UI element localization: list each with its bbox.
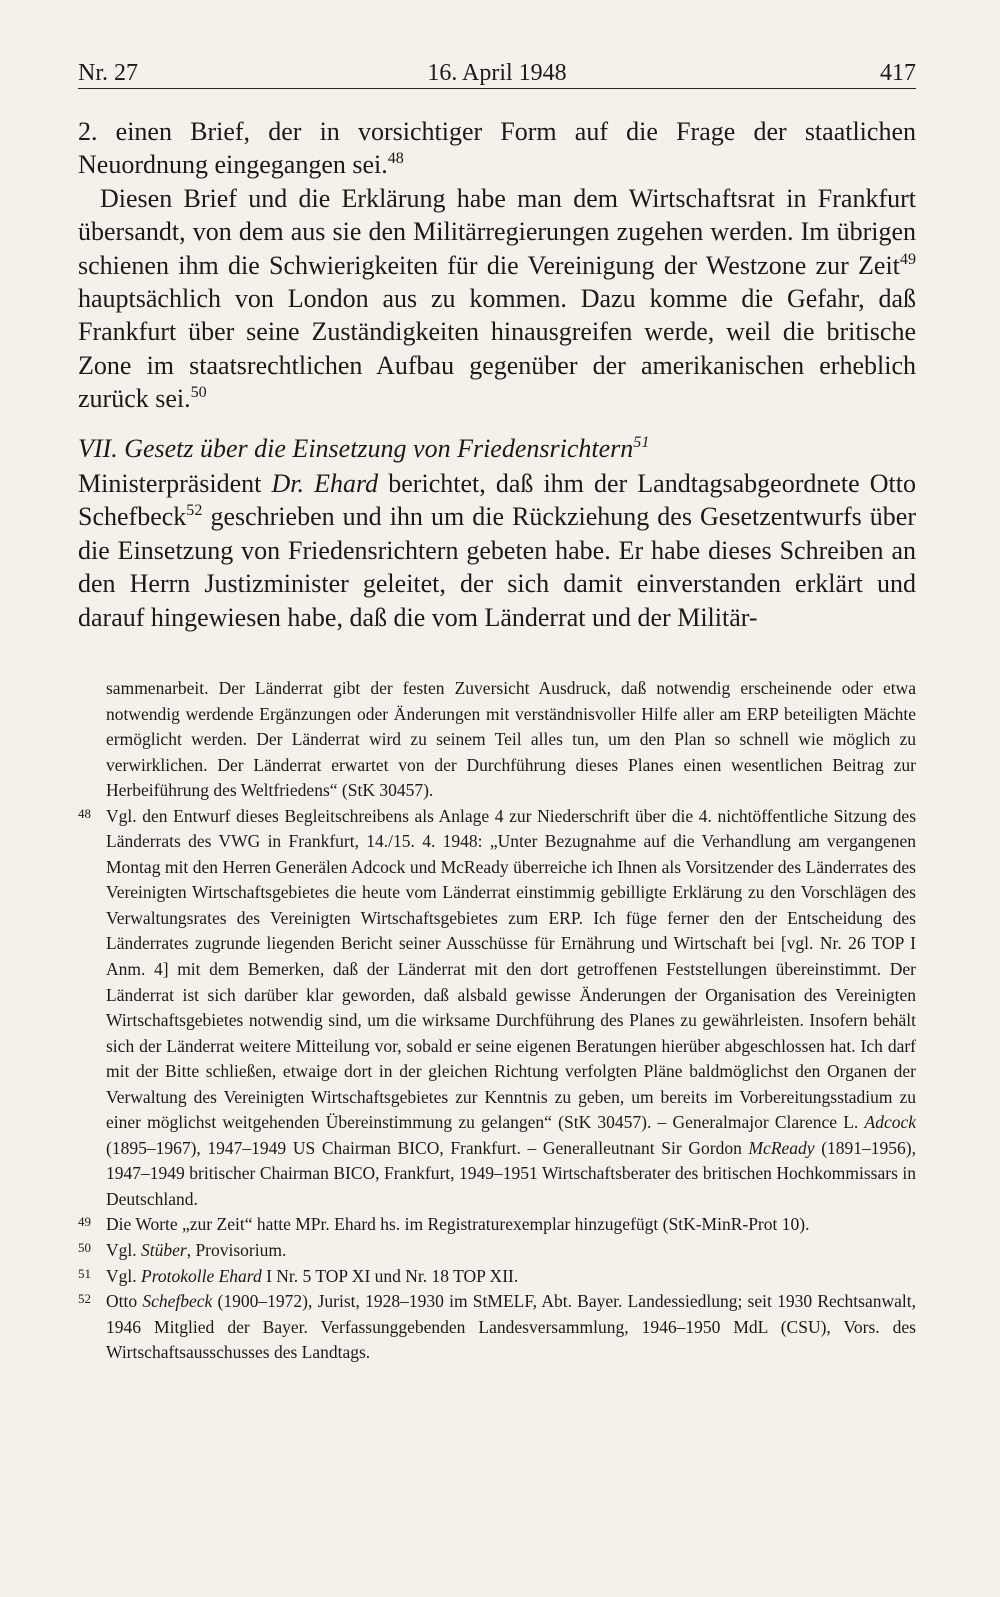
person-name: Schefbeck bbox=[142, 1291, 213, 1312]
running-header bbox=[78, 54, 916, 89]
footnote-51: 51 Vgl. Protokolle Ehard I Nr. 5 TOP XI und Nr. 18 TOP XII. bbox=[78, 1265, 519, 1286]
footnote-number: 49 bbox=[78, 1214, 91, 1230]
page-number: 417 bbox=[880, 60, 916, 86]
person-name: McReady bbox=[748, 1137, 815, 1158]
footnote-number: 52 bbox=[78, 1291, 91, 1307]
footnote-48: 48 Vgl. den Entwurf dieses Begleitschreibens als Anlage 4 zur Niederschrift über die 4. nichtöffentliche Sitzung des Länderrats des VWG in Frankfurt, 14./15. 4. 1948: „Unter Bezugnahme auf die Verhandlung am vergangenen Montag mit den Herren Generälen Adcock und McReady überreiche ich Ihnen als Vorsitzender des Länderrates des Vereinigten Wirtschaftsgebietes die heute vom Länderrat einstimmig gebilligte Erklärung zu den Vorschlägen des Verwaltungsrates des Vereinigten Wirtschaftsgebietes zum ERP. Ich füge ferner den der Entscheidung des Länderrates zugrunde liegenden Bericht seiner Ausschüsse für Ernährung und Wirtschaft bei [vgl. Nr. 26 TOP I Anm. 4] mit dem Bemerken, daß der Länderrat mit den dort getroffenen Feststellungen übereinstimmt. Der Länderrat ist sich darüber klar geworden, daß alsbald gewisse Änderungen der Organisation des Vereinigten Wirtschaftsgebietes notwendig sind, um die wirksame Durchführung des Planes zu gewährleisten. Insofern behält sich der Länderrat weitere Mitteilung vor, sobald er seine eigenen Beratungen hierüber abgeschlossen hat. Ich darf mit der Bitte schließen, etwaige dort in der gleichen Richtung verfolgten Pläne baldmöglichst den Organen der Verwaltung des Vereinigten Wirtschaftsgebietes zur Kenntnis zu geben, um bereits im Vorbereitungsstadium zu einer möglichst weitgehenden Übereinstimmung zu gelangen“ (StK 30457). – Generalmajor Clarence L. Adcock (1895–1967), 1947–1949 US Chairman BICO, Frankfurt. – Generalleutnant Sir Gordon McReady (1891–1956), 1947–1949 britischer Chairman BICO, Frankfurt, 1949–1951 Wirtschaftsberater des britischen Hochkommissars in Deutschland. bbox=[78, 805, 916, 1209]
section-heading: VII. Gesetz über die Einsetzung von Friedensrichtern$^{51}$ bbox=[78, 433, 650, 463]
footnote-50: 50 Vgl. Stüber, Provisorium. bbox=[78, 1240, 287, 1261]
footnote-ref-52[interactable]: 52 bbox=[186, 502, 203, 520]
footnote-number: 48 bbox=[78, 805, 91, 821]
paragraph-brief: Diesen Brief und die Erklärung habe man dem Wirtschaftsrat in Frankfurt übersandt, von dem aus sie den Militärregierungen zugehen werden. Im übrigen schienen ihm die Schwierigkeiten für die Vereinigung der Westzone zur Zeit$^{49}$ hauptsächlich von London aus zu kommen. Dazu komme die Gefahr, daß Frankfurt über seine Zuständigkeiten hinausgreifen werde, weil die britische Zone im staatsrechtlichen Aufbau gegenüber der amerikanischen erheblich zurück sei.$^{50}$ bbox=[78, 183, 916, 414]
paragraph-friedensrichter: Ministerpräsident Dr. Ehard berichtet, daß ihm der Landtagsabgeordnete Otto Schefbeck$^{52}$ geschrieben und ihn um die Rückziehung des Gesetzentwurfs über die Einsetzung von Friedensrichtern gebeten habe. Er habe dieses Schreiben an den Herrn Justizminister geleitet, der sich damit einverstanden erklärt und darauf hingewiesen habe, daß die vom Länderrat und der Militär- bbox=[78, 469, 916, 632]
footnote-continuation: sammenarbeit. Der Länderrat gibt der festen Zuversicht Ausdruck, daß notwendig erscheinende oder etwa notwendig werdende Ergänzungen oder Änderungen mit verständnisvoller Hilfe aller am ERP beteiligten Mächte ermöglicht werden. Der Länderrat wird zu seinem Teil alles tun, um den Plan so schnell wie möglich zu verwirklichen. Der Länderrat erwartet von der Durchführung dieses Planes einen wesentlichen Beitrag zur Herbeiführung des Weltfriedens“ (StK 30457). bbox=[106, 678, 916, 801]
person-name: Dr. Ehard bbox=[271, 469, 379, 499]
footnotes bbox=[78, 676, 916, 1366]
document-number: Nr. 27 bbox=[78, 60, 138, 86]
footnote-ref-49[interactable]: 49 bbox=[899, 250, 916, 268]
footnote-ref-48[interactable]: 48 bbox=[387, 150, 404, 168]
paragraph-item-2: 2. einen Brief, der in vorsichtiger Form auf die Frage der staatlichen Neuordnung eingegangen sei.$^{48}$ bbox=[78, 117, 916, 180]
footnote-49: 49 Die Worte „zur Zeit“ hatte MPr. Ehard hs. im Registraturexemplar hinzugefügt (StK-MinR-Prot 10). bbox=[78, 1214, 810, 1235]
document-date: 16. April 1948 bbox=[427, 60, 567, 86]
footnote-52: 52 Otto Schefbeck (1900–1972), Jurist, 1928–1930 im StMELF, Abt. Bayer. Landessiedlung; seit 1930 Rechtsanwalt, 1946 Mitglied der Bayer. Verfassunggebenden Landesversammlung, 1946–1950 MdL (CSU), Vors. des Wirtschaftsausschusses des Landtags. bbox=[78, 1291, 916, 1363]
footnote-number: 50 bbox=[78, 1240, 91, 1256]
main-text bbox=[78, 115, 916, 634]
author-name: Stüber bbox=[141, 1240, 187, 1261]
work-title: Protokolle Ehard bbox=[141, 1265, 262, 1286]
footnote-number: 51 bbox=[78, 1265, 91, 1281]
person-name: Adcock bbox=[864, 1112, 916, 1133]
footnote-ref-50[interactable]: 50 bbox=[190, 384, 207, 402]
footnote-ref-51[interactable]: 51 bbox=[633, 433, 650, 451]
